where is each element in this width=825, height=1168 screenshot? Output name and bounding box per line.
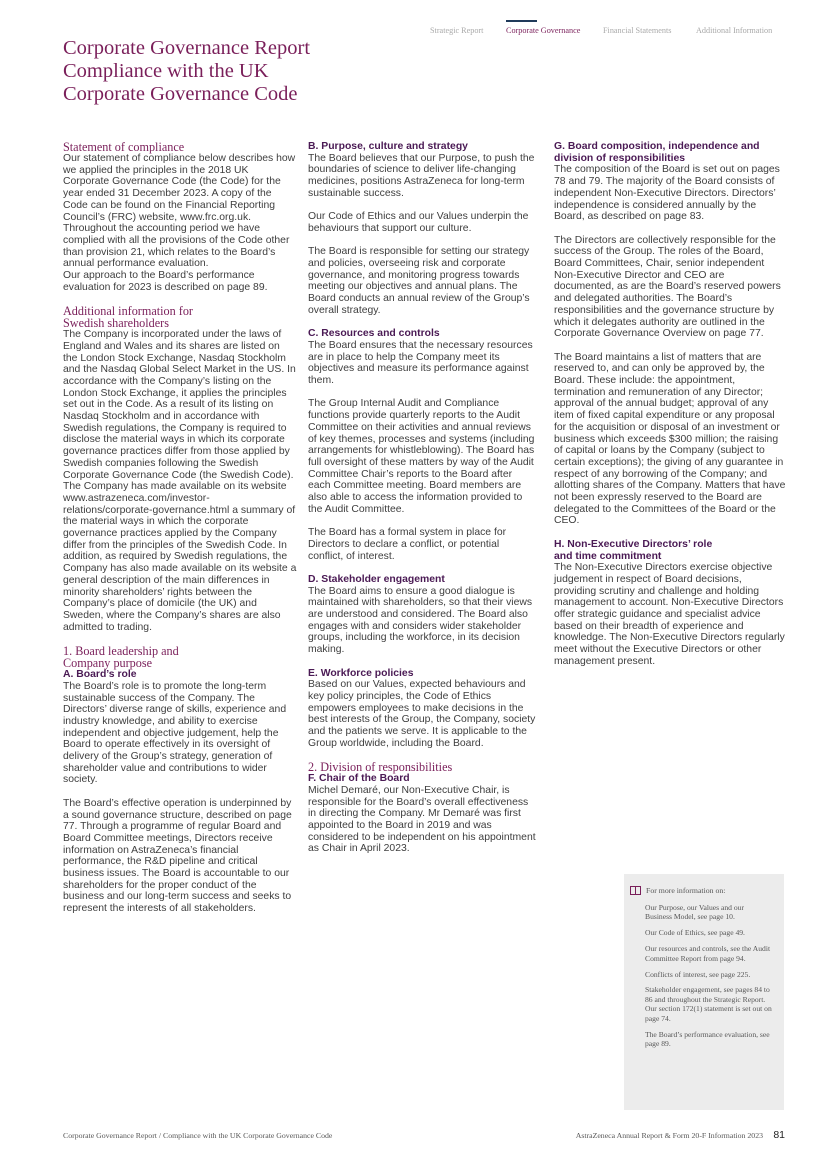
nav-strategic-report[interactable]: Strategic Report — [430, 26, 484, 35]
section-heading-line: 1. Board leadership and — [63, 644, 179, 659]
subheading-line: G. Board composition, independence and — [554, 141, 760, 152]
reference-link[interactable]: The Board’s performance evaluation, see page 89. — [645, 1029, 770, 1048]
paragraph: The Board ensures that the necessary resources are in place to help the Company meet its objectives and measure its performance against them. — [308, 339, 533, 387]
section-navigation — [430, 20, 790, 40]
page-title — [63, 37, 423, 106]
section-heading-line: Swedish shareholders — [63, 316, 169, 331]
subheading-line: H. Non-Executive Directors’ role — [554, 538, 713, 550]
subheading-line: and time commitment — [554, 550, 662, 562]
book-icon — [630, 886, 641, 895]
subheading-stakeholder-engagement: D. Stakeholder engagement — [308, 573, 445, 585]
more-information-box — [624, 874, 784, 1110]
subheading-line: division of responsibilities — [554, 152, 686, 164]
section-heading-swedish-shareholders — [63, 305, 297, 329]
column-left — [63, 141, 297, 915]
paragraph: The Non-Executive Directors exercise objective judgement in respect of Board decisions, providing scrutiny and challenge and holding management to account. Non-Executive Directors offer strategic guidance and specialist advice based on their breadth of experience and knowledge. The Non-Executive Directors regularly meet without the Executive Directors or other management present. — [554, 562, 785, 667]
paragraph: The Board aims to ensure a good dialogue is maintained with shareholders, so that their views are understood and considered. The Board also engages with and considers wider stakeholder groups, including the workforce, in its decision making. — [308, 585, 533, 656]
subheading-board-composition — [554, 141, 786, 164]
section-heading-line: Additional information for — [63, 304, 193, 319]
page-title-line2: Compliance with the UK — [63, 60, 269, 82]
paragraph: The Board is responsible for setting our strategy and policies, overseeing risk and corporate governance, and monitoring progress towards meeting our objectives and annual plans. The Board conducts an annual review of the Group’s overall strategy. — [308, 246, 530, 316]
paragraph: The Board maintains a list of matters that are reserved to, and can only be approved by, the Board. These include: the appointment, termination and remuneration of any Director; approval of the annual budget; approval of any item of fixed capital expenditure or any proposal for the acquisition or disposal of an investment or business which exceeds $300 million; the raising of capital or loans by the Company (subject to certain exceptions); the giving of any guarantee in respect of any borrowing of the Company; and allotting shares of the Company. Matters that have not been expressly reserved to the Board are delegated to the Committees of the Board or the CEO. — [554, 351, 786, 527]
subheading-workforce-policies: E. Workforce policies — [308, 667, 414, 679]
section-heading-board-leadership — [63, 645, 297, 669]
more-information-heading — [630, 886, 772, 895]
column-middle — [308, 141, 536, 855]
reference-link[interactable]: Our Purpose, our Values and our Business Model, see page 10. — [645, 903, 744, 922]
paragraph: Our Code of Ethics and our Values underpin the behaviours that support our culture. — [308, 211, 529, 234]
page-number: 81 — [773, 1129, 785, 1141]
paragraph: Our approach to the Board’s performance evaluation for 2023 is described on page 89. — [63, 270, 268, 293]
reference-link[interactable]: Our Code of Ethics, see page 49. — [645, 928, 745, 938]
page-title-line3: Corporate Governance Code — [63, 83, 298, 105]
subheading-non-executive-directors-role — [554, 539, 786, 562]
active-section-indicator — [506, 20, 537, 22]
reference-link[interactable]: Stakeholder engagement, see pages 84 to 86 and throughout the Strategic Report. Our section 172(1) statement is set out on page 74. — [645, 985, 772, 1023]
paragraph: The Board has a formal system in place for Directors to declare a conflict, or potential conflict, of interest. — [308, 527, 507, 562]
subheading-resources-controls: C. Resources and controls — [308, 328, 440, 340]
subheading-boards-role: A. Board’s role — [63, 669, 137, 681]
section-heading-line: Company purpose — [63, 656, 153, 671]
nav-corporate-governance[interactable]: Corporate Governance — [506, 26, 581, 35]
paragraph: The composition of the Board is set out on pages 78 and 79. The majority of the Board consists of independent Non-Executive Directors. Directors’ independence is considered annually by the Board, as described on page 83. — [554, 164, 780, 223]
paragraph: The Board’s effective operation is underpinned by a sound governance structure, described on page 77. Through a programme of regular Board and Board Committee meetings, Directors receive information on AstraZeneca’s financial performance, the R&D pipeline and critical business issues. The Board is accountable to our shareholders for the proper conduct of the business and our long-term success and seeks to represent the interests of all stakeholders. — [63, 797, 292, 915]
paragraph: Michel Demaré, our Non-Executive Chair, is responsible for the Board’s overall effectiveness in directing the Company. Mr Demaré was first appointed to the Board in 2019 and was considered to be independent on his appointment as Chair in April 2023. — [308, 784, 536, 855]
section-heading-statement-of-compliance: Statement of compliance — [63, 140, 185, 154]
paragraph: The Group Internal Audit and Compliance functions provide quarterly reports to the Audit Committee on their activities and annual reviews of key themes, processes and systems (including arrangements for whistleblowing). The Board has full oversight of these matters by way of the Audit Committee Chair’s reports to the Board after each Committee meeting. Board members are also able to access the information provided to the Audit Committee. — [308, 398, 535, 515]
more-information-heading-text: For more information on: — [646, 886, 726, 895]
paragraph: The Company is incorporated under the laws of England and Wales and its shares are listed on the London Stock Exchange, Nasdaq Stockholm and the Nasdaq Global Select Market in the US. In accordance with the Company’s listing on the London Stock Exchange, it applies the principles set out in the Code. As a result of its listing on Nasdaq Stockholm and in accordance with Swedish regulations, the Company is required to disclose the material ways in which its corporate governance practices differ from those applied by Swedish companies following the Swedish Corporate Governance Code (the Swedish Code). The Company has made available on its website www.astrazeneca.com/investor-relations/corporate-governance.html a summary of the material ways in which the corporate governance practices applied by the Company differ from the principles of the Swedish Code. In addition, as required by Swedish regulations, the Company has also made available on its website a general description of the main differences in minority shareholders’ rights between the Company’s place of domicile (the UK) and Sweden, where the Company’s shares are also admitted to trading. — [63, 329, 297, 633]
nav-additional-information[interactable]: Additional Information — [696, 26, 773, 35]
footer-breadcrumb: Corporate Governance Report / Compliance with the UK Corporate Governance Code — [63, 1131, 333, 1140]
paragraph: The Directors are collectively responsible for the success of the Group. The roles of the Board, Board Committees, Chair, senior independent Non-Executive Director and CEO are documented, as are the Board’s reserved powers and delegated authorities. The Board’s responsibilities and the governance structure by which it delegates authority are outlined in the Corporate Governance Overview on page 77. — [554, 234, 781, 340]
nav-financial-statements[interactable]: Financial Statements — [603, 26, 672, 35]
page-title-line1: Corporate Governance Report — [63, 37, 311, 59]
section-heading-division-of-responsibilities: 2. Division of responsibilities — [308, 760, 453, 775]
subheading-purpose-culture-strategy: B. Purpose, culture and strategy — [308, 141, 468, 152]
subheading-chair-of-the-board: F. Chair of the Board — [308, 773, 410, 785]
paragraph: The Board believes that our Purpose, to push the boundaries of science to deliver life-changing medicines, positions AstraZeneca for long-term sustainable success. — [308, 152, 535, 199]
page-footer — [63, 1131, 785, 1145]
reference-link[interactable]: Conflicts of interest, see page 225. — [645, 969, 751, 979]
footer-publication-title: AstraZeneca Annual Report & Form 20-F Information 2023 — [575, 1131, 763, 1140]
paragraph: The Board’s role is to promote the long-term sustainable success of the Company. The Directors’ diverse range of skills, experience and industry knowledge, and ability to exercise independent and objective judgement, help the Board to operate effectively in its oversight of delivery of the Group’s strategy, generation of shareholder value and contributions to wider society. — [63, 680, 287, 786]
reference-link[interactable]: Our resources and controls, see the Audit Committee Report from page 94. — [645, 944, 771, 963]
paragraph: Based on our Values, expected behaviours and key policy principles, the Code of Ethics empowers employees to make decisions in the best interests of the Group, the Company, society and the patients we serve. It is applicable to the Group worldwide, including the Board. — [308, 679, 536, 749]
paragraph: Our statement of compliance below describes how we applied the principles in the 2018 UK Corporate Governance Code (the Code) for the year ended 31 December 2023. A copy of the Code can be found on the Financial Reporting Council’s (FRC) website, www.frc.org.uk. Throughout the accounting period we have complied with all the provisions of the Code other than provision 21, which relates to the Board’s annual performance evaluation. — [63, 153, 296, 270]
column-right — [554, 141, 786, 668]
